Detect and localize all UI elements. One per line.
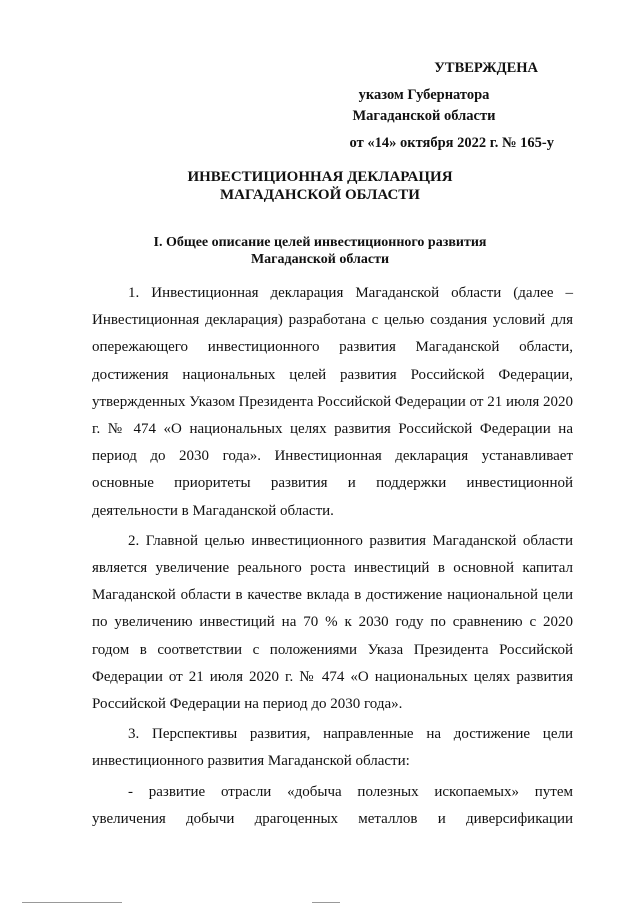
scan-edge-line-right xyxy=(312,902,340,903)
document-title-line-2: МАГАДАНСКОЙ ОБЛАСТИ xyxy=(220,187,420,203)
document-body xyxy=(92,280,573,836)
document-title-line-1: ИНВЕСТИЦИОННАЯ ДЕКЛАРАЦИЯ xyxy=(187,169,453,185)
approval-block xyxy=(294,58,554,154)
section-heading xyxy=(0,234,640,268)
paragraph-1: 1. Инвестиционная декларация Магаданской области (далее – Инвестиционная декларация) разработана с целью создания условий для опережающего инвестиционного развития Магаданской области, достижения национальных целей развития Российской Федерации, утвержденных Указом Президента Российской Федерации от 21 июля 2020 г. № 474 «О национальных целях развития Российской Федерации на период до 2030 года». Инвестиционная декларация устанавливает основные приоритеты развития и поддержки инвестиционной деятельности в Магаданской области. xyxy=(92,285,573,519)
section-heading-line-2: Магаданской области xyxy=(250,252,390,267)
paragraph-2: 2. Главной целью инвестиционного развития Магаданской области является увеличение реального роста инвестиций в основной капитал Магаданской области в качестве вклада в достижение национальной цели по увеличению инвестиций на 70 % к 2030 году по сравнению с 2020 годом в соответствии с положениями Указа Президента Российской Федерации от 21 июля 2020 г. № 474 «О национальных целях развития Российской Федерации на период до 2030 года». xyxy=(92,532,573,713)
paragraph-3: 3. Перспективы развития, направленные на достижение цели инвестиционного развития Магаданской области: xyxy=(92,726,573,770)
approval-status: УТВЕРЖДЕНА xyxy=(434,60,538,76)
approval-region: Магаданской области xyxy=(352,108,496,124)
paragraph-4: - развитие отрасли «добыча полезных ископаемых» путем увеличения добычи драгоценных металлов и диверсификации xyxy=(92,783,573,827)
scan-edge-line-left xyxy=(22,902,122,903)
approval-date-number: от «14» октября 2022 г. № 165-у xyxy=(349,135,554,151)
approval-issuer: указом Губернатора xyxy=(358,87,490,103)
document-title xyxy=(0,168,640,204)
section-heading-line-1: I. Общее описание целей инвестиционного развития xyxy=(153,235,487,250)
